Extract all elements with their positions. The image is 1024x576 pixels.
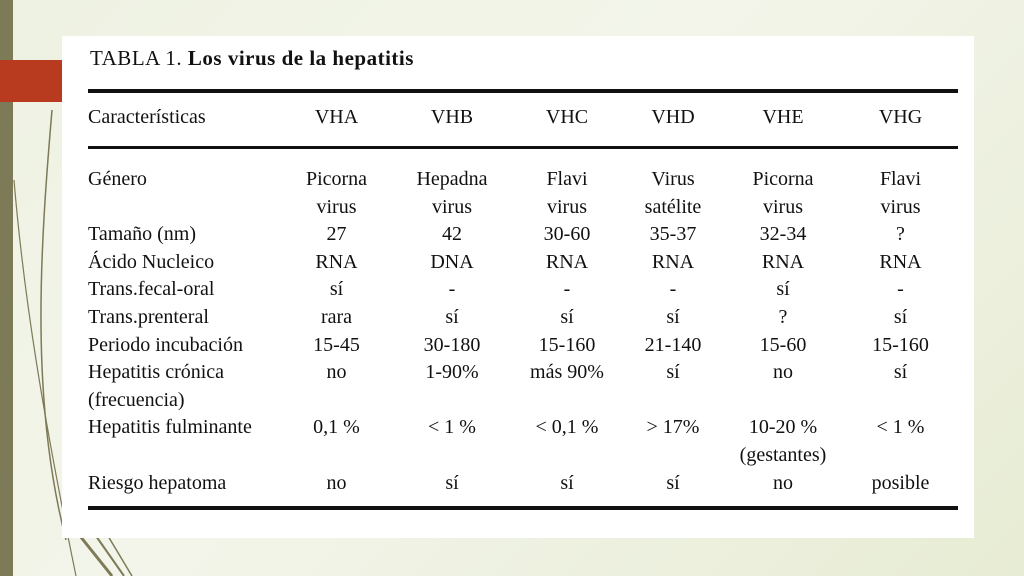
cell-line: 10-20 % [748,416,818,439]
row-label-line: Trans.prenteral [88,305,209,328]
table-cell [511,304,623,332]
cell-line: sí [445,305,459,328]
cell-line: - [448,278,456,301]
table-header [88,104,958,132]
table-cell [843,359,958,414]
cell-line: virus [316,195,357,218]
cell-line: DNA [430,250,474,273]
row-label-line: Hepatitis fulminante [88,416,252,439]
row-label-line: Ácido Nucleico [88,250,215,273]
row-label [88,414,280,469]
table-cell [623,470,723,498]
table-row [88,276,958,304]
cell-line: no [326,361,347,384]
row-label [88,304,280,332]
row-label [88,249,280,277]
column-header: VHG [878,106,923,128]
table-cell [623,332,723,360]
cell-line: no [773,361,793,384]
cell-line: Flavi [546,168,588,190]
table-cell [843,304,958,332]
table-cell [393,470,511,498]
row-label-line: Periodo incubación [88,333,243,356]
table-cell [280,359,393,414]
table-cell [511,249,623,277]
table-cell [623,276,723,304]
table-cell [623,304,723,332]
column-header: VHA [314,106,359,128]
cell-line: 0,1 % [313,416,360,439]
row-label-line: Género [88,168,147,190]
table-cell [393,304,511,332]
cell-line: 15-45 [313,333,360,356]
cell-line: sí [893,361,908,384]
row-label [88,276,280,304]
table-row [88,166,958,221]
table-cell [723,249,843,277]
row-label [88,470,280,498]
cell-line: virus [880,195,921,218]
table-cell [723,359,843,414]
table-cell [723,166,843,221]
bottom-rule [88,506,958,510]
cell-line: - [669,278,677,301]
column-header: VHE [762,106,804,128]
cell-line: < 1 % [428,416,476,439]
cell-line: 35-37 [649,223,697,246]
table-cell [843,276,958,304]
cell-line: sí [445,471,459,494]
cell-line: sí [666,471,680,494]
cell-line: satélite [644,195,702,218]
table-cell [393,166,511,221]
row-label-line: (frecuencia) [88,388,185,411]
table-cell [280,249,393,277]
cell-line: sí [329,278,344,301]
table-row [88,249,958,277]
table-row [88,221,958,249]
table-cell [393,249,511,277]
table-cell [280,332,393,360]
table-row [88,332,958,360]
table-card [62,36,974,538]
cell-line: RNA [879,250,922,273]
cell-line: sí [666,361,680,384]
cell-line: 30-180 [423,333,481,356]
row-label-line: Riesgo hepatoma [88,471,227,494]
table-title-text: Los virus de la hepatitis [187,46,414,70]
table-cell [843,221,958,249]
red-accent-tab [0,60,62,102]
table-cell [280,470,393,498]
table-row [88,414,958,469]
row-label [88,166,280,221]
cell-line: Picorna [305,168,368,190]
table-row [88,304,958,332]
table-cell [723,414,843,469]
cell-line: RNA [315,250,358,273]
column-header: VHC [545,106,589,128]
table-cell [723,221,843,249]
cell-line: sí [560,305,574,328]
table-title [90,46,414,71]
cell-line: - [897,278,904,301]
table-cell [280,276,393,304]
cell-line: sí [776,278,790,301]
cell-line: 30-60 [543,223,591,246]
cell-line: Flavi [879,168,922,190]
table-cell [723,276,843,304]
table-cell [623,221,723,249]
table-cell [393,414,511,469]
table-cell [511,221,623,249]
cell-line: 15-160 [538,333,596,356]
row-label-line: Trans.fecal-oral [88,278,215,301]
column-header: VHB [430,106,474,128]
cell-line: sí [893,305,908,328]
cell-line: (gestantes) [739,443,827,466]
cell-line: Virus [651,168,695,190]
table-cell [623,166,723,221]
cell-line: no [326,471,347,494]
table-row [88,359,958,414]
table-cell [511,276,623,304]
table-cell [623,249,723,277]
table-cell [623,414,723,469]
row-label [88,332,280,360]
table-cell [280,221,393,249]
cell-line: 21-140 [644,333,702,356]
cell-line: sí [666,305,680,328]
table-cell [393,332,511,360]
table-cell [511,332,623,360]
column-header: VHD [651,106,695,128]
table-cell [393,276,511,304]
table-cell [623,359,723,414]
row-label [88,359,280,414]
cell-line: sí [560,471,574,494]
table-cell [843,166,958,221]
table-cell [843,332,958,360]
cell-line: virus [432,195,472,218]
cell-line: ? [778,305,788,328]
table-cell [511,414,623,469]
table-title-prefix: TABLA 1. [90,46,183,70]
cell-line: rara [320,305,353,328]
top-rule [88,89,958,93]
cell-line: virus [547,195,587,218]
header-row [88,104,958,132]
cell-line: < 1 % [876,416,925,439]
cell-line: posible [871,471,930,494]
table-cell [393,221,511,249]
cell-line: RNA [761,250,805,273]
cell-line: 42 [442,223,462,246]
cell-line: > 17% [646,416,700,439]
table-cell [843,249,958,277]
cell-line: 15-60 [759,333,807,356]
column-header: Características [88,106,206,128]
table-cell [843,470,958,498]
table-cell [723,332,843,360]
table-cell [280,414,393,469]
cell-line: RNA [545,250,589,273]
table-cell [280,166,393,221]
cell-line: virus [763,195,803,218]
header-rule [88,146,958,149]
cell-line: RNA [651,250,695,273]
table-cell [843,414,958,469]
cell-line: no [773,471,793,494]
cell-line: < 0,1 % [535,416,599,439]
table-cell [511,470,623,498]
cell-line: Hepadna [416,168,488,190]
cell-line: más 90% [530,361,604,384]
cell-line: 15-160 [872,333,929,356]
table-cell [511,359,623,414]
cell-line: 32-34 [759,223,807,246]
row-label [88,221,280,249]
table-cell [280,304,393,332]
table-cell [393,359,511,414]
row-label-line: Tamaño (nm) [88,223,197,246]
cell-line: - [563,278,571,301]
table-cell [723,304,843,332]
table-body [88,166,958,497]
table-row [88,470,958,498]
table-cell [723,470,843,498]
cell-line: 27 [326,223,347,246]
table-cell [511,166,623,221]
cell-line: 1-90% [425,361,479,384]
row-label-line: Hepatitis crónica [88,361,225,384]
cell-line: ? [896,223,905,246]
cell-line: Picorna [752,168,814,190]
